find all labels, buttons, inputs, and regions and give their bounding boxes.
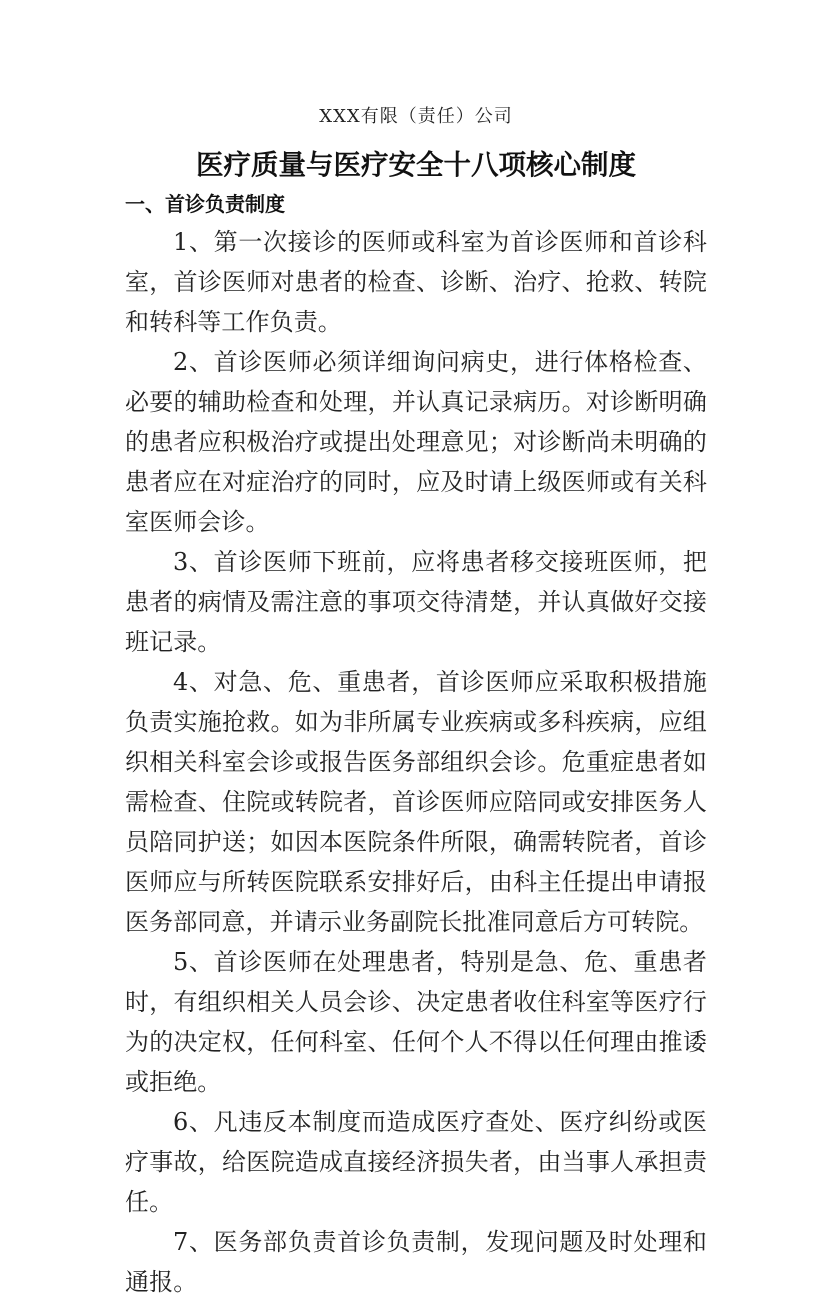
paragraph-6: 6、凡违反本制度而造成医疗查处、医疗纠纷或医疗事故，给医院造成直接经济损失者，由当事人承担责任。 — [125, 1108, 707, 1216]
paragraph-4: 4、对急、危、重患者，首诊医师应采取积极措施负责实施抢救。如为非所属专业疾病或多科疾病，应组织相关科室会诊或报告医务部组织会诊。危重症患者如需检查、住院或转院者，首诊医师应陪同或安排医务人员陪同护送；如因本医院条件所限，确需转院者，首诊医师应与所转医院联系安排好后，由科主任提出申请报医务部同意，并请示业务副院长批准同意后方可转院。 — [125, 668, 707, 936]
paragraph-2: 2、首诊医师必须详细询问病史，进行体格检查、必要的辅助检查和处理，并认真记录病历。对诊断明确的患者应积极治疗或提出处理意见；对诊断尚未明确的患者应在对症治疗的同时，应及时请上级医师或有关科室医师会诊。 — [125, 348, 707, 536]
paragraph-1: 1、第一次接诊的医师或科室为首诊医师和首诊科室，首诊医师对患者的检查、诊断、治疗、抢救、转院和转科等工作负责。 — [125, 228, 707, 336]
document-title: 医疗质量与医疗安全十八项核心制度 — [196, 149, 636, 181]
paragraph-5: 5、首诊医师在处理患者，特别是急、危、重患者时，有组织相关人员会诊、决定患者收住科室等医疗行为的决定权，任何科室、任何个人不得以任何理由推诿或拒绝。 — [125, 948, 707, 1096]
section-body — [125, 222, 707, 1302]
section-heading: 一、首诊负责制度 — [125, 192, 285, 216]
company-name: XXX有限（责任）公司 — [319, 106, 513, 127]
paragraph-3: 3、首诊医师下班前，应将患者移交接班医师，把患者的病情及需注意的事项交待清楚，并认真做好交接班记录。 — [125, 548, 707, 656]
paragraph-7: 7、医务部负责首诊负责制，发现问题及时处理和通报。 — [125, 1228, 707, 1296]
